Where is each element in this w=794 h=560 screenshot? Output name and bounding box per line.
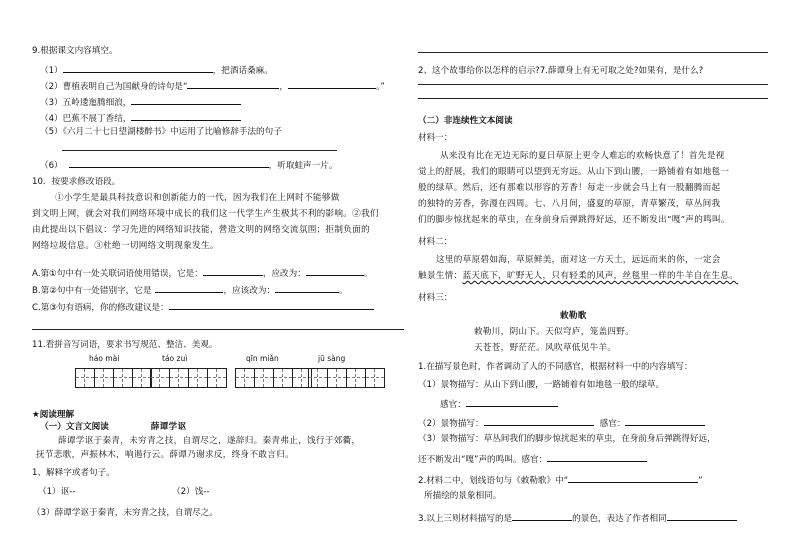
question: （2）饯-- [172,487,210,497]
question: 所描绘的景象相同。 [424,491,502,501]
writing-grid[interactable] [235,368,311,388]
question: 2.材料二中，划线语句与《敕勒歌》中“ ” [418,473,703,487]
material-text: 的独特的芳香，弥漫在四周。七、八月间，盛夏的草原，青草繁茂，草丛间我 [418,199,721,209]
passage-title: 薛谭学讴 [150,422,187,432]
blank[interactable] [568,473,698,483]
material-text: 从来没有比在无边无际的夏日草原上更令人难忘的欢畅快意了！首先是视 [440,151,725,161]
answer-line [62,150,337,151]
blank[interactable] [275,283,339,293]
material-text: 们的脚步惊扰起来的草虫，在身前身后弹跳得好远，还不断发出“嘎”声的鸣叫。 [418,215,730,225]
answer-line [32,329,404,330]
q9-line3: （3）五岭逶迤腾细浪， [40,95,241,109]
reading-header: ★阅读理解 [32,410,75,420]
blank[interactable] [288,79,376,89]
blank[interactable] [512,511,572,521]
q9-title: 9.根据课文内容填空。 [32,46,118,56]
q10-b: B.第②句中有一处错别字，它是 ，应该改为： 。 [32,283,348,297]
q9-line1: （1） ，把酒话桑麻。 [40,63,273,77]
question: 还不断发出“嘎”声的鸣叫。感官： [418,452,647,466]
blank[interactable] [131,111,241,121]
section-title: （一）文言文阅读 薛谭学讴 [40,422,187,432]
blank[interactable] [203,266,263,276]
q10-title: 10．按要求修改语段。 [32,177,121,187]
material-label: 材料三： [418,293,453,303]
material-text: 触景生情：蓝天底下，旷野无人，只有轻柔的风声，丝毯里一样的牛羊自在生息。 [418,271,739,281]
material-text: 般的绿草。然后，还有那难以形容的芳香！每走一步就会马上有一股翻腾而起 [418,183,721,193]
poem-title: 敕勒歌 [560,311,587,321]
blank[interactable] [63,63,213,73]
blank[interactable] [625,416,705,426]
passage-text: 抚节悲歌，声振林木，响遏行云。薛谭乃谢求反，终身不敢言归。 [36,450,294,460]
pinyin: háo mài [89,354,120,363]
q10-c: C.第③句有语病，你的修改建议是： [32,300,374,314]
q9-line5: （5）《六月二十七日望湖楼醉书》中运用了比喻修辞手法的句子 [40,127,282,137]
material-text: 觉上的舒展，我们的眼睛可以望到无穷远。从山下到山腰，一路铺着有如地毯一 [418,167,730,177]
blank[interactable] [484,416,594,426]
question: （1）景物描写：从山下到山腰，一路铺着有如地毯一般的绿草。 [418,380,665,390]
writing-grid[interactable] [75,368,151,388]
blank[interactable] [155,283,223,293]
writing-grid[interactable] [150,368,226,388]
question: （1）讴-- [38,487,76,497]
poem-line: 敕勒川，阴山下。天似穹庐，笼盖四野。 [474,327,635,337]
passage-text: 薛谭学讴于秦青，未穷青之技，自谓尽之，遂辞归。秦青弗止，饯行于郊衢， [58,436,361,446]
question: 3.以上三则材料描写的是 的景色，表达了作者相同 [418,511,737,525]
blank[interactable] [131,95,241,105]
q10-para: 到文明上网，就会对我们网络环境中成长的我们这一代学生产生极其不利的影响。②我们 [32,209,379,219]
q10-para: 网络垃圾信息。③杜绝一切网络文明现象发生。 [32,241,219,251]
answer-line [418,98,768,99]
question: 1、解释字或者句子。 [32,468,115,478]
underlined-sentence: 蓝天底下，旷野无人，只有轻柔的风声，丝毯里一样的牛羊自在生息。 [462,271,739,281]
q11-title: 11.看拼音写词语，要求书写规范、整洁、美观。 [32,340,218,350]
blank[interactable] [306,266,364,276]
q10-a: A.第①句中有一处关联词语使用错误，它是： ，应改为： 。 [32,266,372,280]
question: （2）景物描写： 感官： [418,416,705,430]
writing-grid[interactable] [308,368,384,388]
material-text: 这里的草原碧如海，草原鲜美，面对这一方天土，远远而来的你，一定会 [436,255,721,265]
question: 2、这个故事给你以怎样的启示?7.薛谭身上有无可取之处?如果有，是什么? [418,66,704,76]
blank[interactable] [169,300,374,310]
q10-para: ①小学生是最具科技意识和创新能力的一代，因为我们在上网时不能够做 [55,193,340,203]
pinyin: táo zuì [162,354,188,363]
answer-line [418,52,768,53]
question: （3）薛谭学讴于秦青，未穷青之技，自谓尽之。 [32,508,218,518]
poem-line: 天苍苍，野茫茫。风吹草低见牛羊。 [474,343,617,353]
q9-line2: （2）曹植表明自己为国献身的诗句是“ ， 。” [40,79,385,93]
q9-line4: （4）巴蕉不展丁香结， [40,111,241,125]
blank[interactable] [547,452,647,462]
pinyin: qīn miǎn [246,354,279,363]
answer-line [418,84,768,85]
blank[interactable] [69,158,269,168]
blank[interactable] [187,79,279,89]
question: 感官： [440,397,558,411]
material-label: 材料二： [418,237,453,247]
blank[interactable] [466,397,558,407]
material-label: 材料一： [418,133,453,143]
section-title: （二）非连续性文本阅读 [418,116,513,126]
question: （3）景物描写：草丛间我们的脚步惊扰起来的草虫，在身前身后弹跳得好远， [418,434,716,444]
blank[interactable] [667,511,737,521]
q9-line6: （6） ，听取蛙声一片。 [40,158,337,172]
q10-para: 由此提出以下倡议：学习先进的网络知识技能，營造文明的网络交流氛围；拒制负面的 [32,225,370,235]
question: 1.在描写景色时，作者调动了人的不同感官，根据材料一中的内容填写： [418,362,693,372]
pinyin: jū sàng [318,354,346,363]
